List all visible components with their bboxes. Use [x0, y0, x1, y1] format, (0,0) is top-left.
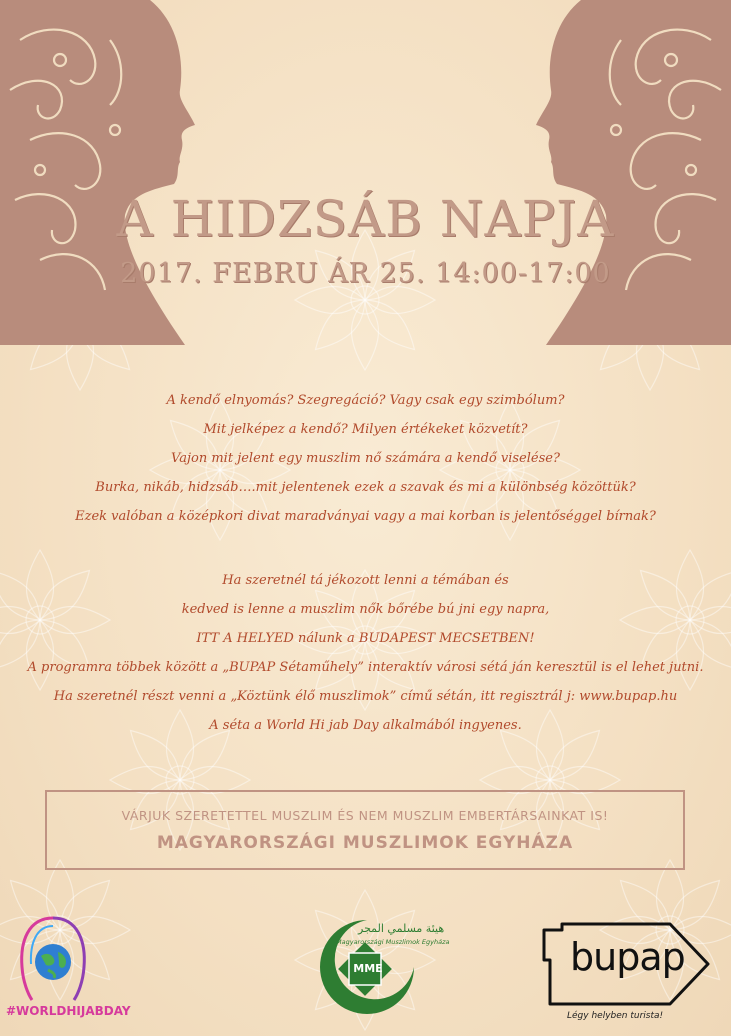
- organizer-name: MAGYARORSZÁGI MUSZLIMOK EGYHÁZA: [156, 833, 574, 853]
- bupap-tagline: Légy helyben turista!: [567, 1011, 664, 1021]
- event-date: 2017. FEBRU ÁR 25. 14:00-17:00: [120, 258, 611, 289]
- info-line: kedved is lenne a muszlim nők bőrébe bú jni egy napra,: [181, 602, 550, 617]
- bupap-wordmark: bupap: [570, 935, 685, 979]
- hashtag-label: #WORLDHIJABDAY: [6, 1004, 131, 1018]
- mme-arabic-name: هيئة مسلمي المجر: [358, 922, 445, 935]
- intro-line: Mit jelképez a kendő? Milyen értékeket közvetít?: [203, 422, 528, 437]
- globe-hijab-icon: [8, 912, 98, 1002]
- left-woman-silhouette: [0, 0, 200, 350]
- intro-line: A kendő elnyomás? Szegregáció? Vagy csak egy szimbólum?: [166, 393, 565, 408]
- intro-line: Burka, nikáb, hidzsáb….mit jelentenek ezek a szavak és mi a különbség közöttük?: [95, 480, 636, 495]
- info-line: ITT A HELYED nálunk a BUDAPEST MECSETBEN!: [196, 631, 535, 646]
- event-title: A HIDZSÁB NAPJA: [116, 190, 615, 248]
- mme-badge: MME: [353, 962, 383, 975]
- welcome-text: VÁRJUK SZERETETTEL MUSZLIM ÉS NEM MUSZLIM EMBERTÁRSAINKAT IS!: [121, 808, 609, 823]
- info-line: A séta a World Hi jab Day alkalmából ingyenes.: [209, 718, 522, 733]
- info-line: Ha szeretnél tá jékozott lenni a témában és: [222, 573, 509, 588]
- intro-line: Vajon mit jelent egy muszlim nő számára a kendő viselése?: [171, 451, 560, 466]
- welcome-callout-box: [45, 790, 685, 870]
- intro-questions: [0, 386, 731, 531]
- info-line: Ha szeretnél részt venni a „Köztünk élő muszlimok” című sétán, itt regisztrál j: www.bupap.hu: [53, 689, 678, 704]
- info-line: A programra többek között a „BUPAP Sétaműhely” interaktív városi sétá ján keresztül is el lehet jutni.: [27, 660, 704, 675]
- right-woman-silhouette: [531, 0, 731, 350]
- event-info: [0, 566, 731, 740]
- mme-subtitle: Magyarországi Muszlimok Egyháza: [336, 938, 450, 946]
- intro-line: Ezek valóban a középkori divat maradványai vagy a mai korban is jelentőséggel bírnak?: [75, 509, 656, 524]
